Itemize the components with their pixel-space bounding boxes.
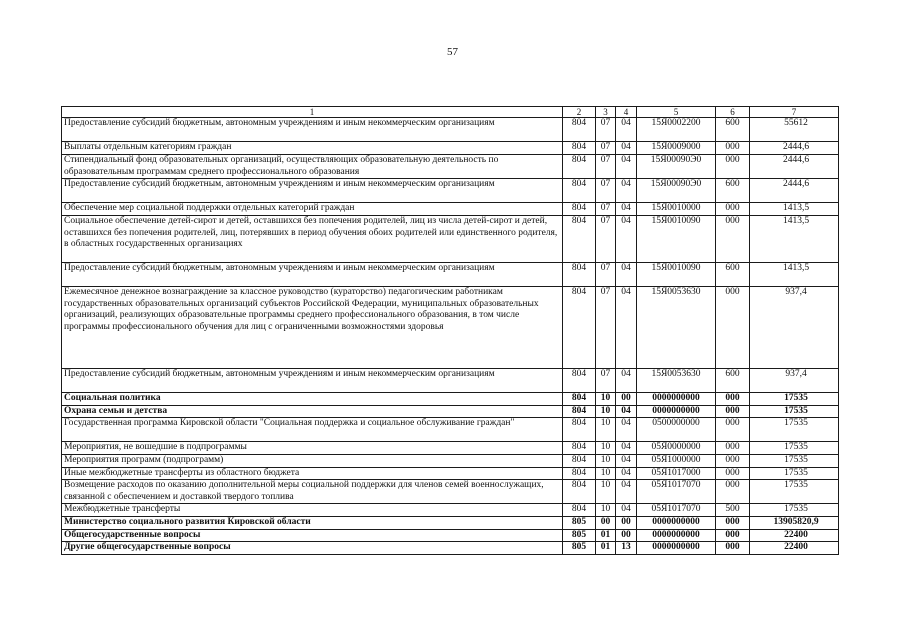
target-article-code: 05Я1017000 [637,467,716,480]
ministry-code: 804 [563,405,596,418]
table-row [62,263,839,287]
target-article-code: 15Я00090Э0 [637,155,716,179]
subsection-code: 04 [616,442,637,455]
ministry-code: 804 [563,179,596,203]
expense-type-code: 000 [716,418,750,442]
section-code: 10 [596,454,616,467]
table-header-row [62,107,839,118]
subsection-code: 04 [616,467,637,480]
amount: 2444,6 [750,179,839,203]
table-body [62,118,839,555]
amount: 937,4 [750,369,839,393]
target-article-code: 15Я0053630 [637,369,716,393]
row-name: Социальная политика [62,393,563,406]
section-code: 10 [596,442,616,455]
ministry-code: 804 [563,467,596,480]
ministry-code: 804 [563,216,596,263]
subsection-code: 04 [616,118,637,142]
subsection-code: 04 [616,454,637,467]
ministry-code: 804 [563,418,596,442]
target-article-code: 15Я0010090 [637,216,716,263]
row-name: Предоставление субсидий бюджетным, автономным учреждениям и иным некоммерческим организациям [62,369,563,393]
section-code: 07 [596,142,616,155]
row-name: Возмещение расходов по оказанию дополнительной меры социальной поддержки для членов семей военнослужащих, связанной с обеспечением и доставкой твердого топлива [62,480,563,504]
ministry-code: 804 [563,480,596,504]
row-name: Мероприятия программ (подпрограмм) [62,454,563,467]
expense-type-code: 600 [716,263,750,287]
row-name: Мероприятия, не вошедшие в подпрограммы [62,442,563,455]
ministry-code: 804 [563,287,596,369]
amount: 17535 [750,418,839,442]
amount: 13905820,9 [750,516,839,529]
column-header: 2 [563,107,596,118]
row-name: Стипендиальный фонд образовательных организаций, осуществляющих образовательную деятельность по образовательным программам среднего профессионального образования [62,155,563,179]
table-row [62,467,839,480]
expense-type-code: 600 [716,369,750,393]
row-name: Министерство социального развития Кировской области [62,516,563,529]
column-header: 1 [62,107,563,118]
amount: 2444,6 [750,142,839,155]
ministry-code: 804 [563,442,596,455]
subsection-code: 04 [616,418,637,442]
section-code: 01 [596,529,616,542]
ministry-code: 804 [563,504,596,517]
expense-type-code: 500 [716,504,750,517]
row-name: Выплаты отдельным категориям граждан [62,142,563,155]
column-header: 5 [637,107,716,118]
expense-type-code: 000 [716,467,750,480]
amount: 17535 [750,467,839,480]
column-header: 3 [596,107,616,118]
amount: 937,4 [750,287,839,369]
section-code: 07 [596,287,616,369]
table-row [62,155,839,179]
row-name: Обеспечение мер социальной поддержки отдельных категорий граждан [62,203,563,216]
section-code: 10 [596,418,616,442]
section-code: 10 [596,480,616,504]
expense-type-code: 000 [716,542,750,555]
page-number: 57 [447,46,458,58]
target-article-code: 15Я0010090 [637,263,716,287]
table-row [62,504,839,517]
amount: 17535 [750,442,839,455]
subsection-code: 04 [616,203,637,216]
subsection-code: 04 [616,504,637,517]
table-row [62,480,839,504]
expense-type-code: 600 [716,179,750,203]
section-code: 07 [596,263,616,287]
expense-type-code: 000 [716,203,750,216]
section-code: 07 [596,155,616,179]
target-article-code: 15Я0009000 [637,142,716,155]
row-name: Государственная программа Кировской области "Социальная поддержка и социальное обслуживание граждан" [62,418,563,442]
amount: 1413,5 [750,203,839,216]
expense-type-code: 000 [716,516,750,529]
subsection-code: 04 [616,405,637,418]
target-article-code: 15Я00090Э0 [637,179,716,203]
expense-type-code: 600 [716,118,750,142]
table-row [62,203,839,216]
amount: 17535 [750,405,839,418]
target-article-code: 0000000000 [637,405,716,418]
target-article-code: 05Я1000000 [637,454,716,467]
ministry-code: 804 [563,263,596,287]
subsection-code: 04 [616,369,637,393]
amount: 17535 [750,480,839,504]
row-name: Предоставление субсидий бюджетным, автономным учреждениям и иным некоммерческим организациям [62,263,563,287]
amount: 17535 [750,504,839,517]
expense-type-code: 000 [716,529,750,542]
subsection-code: 04 [616,480,637,504]
expense-type-code: 000 [716,405,750,418]
table-row [62,118,839,142]
table-row [62,542,839,555]
target-article-code: 0500000000 [637,418,716,442]
subsection-code: 04 [616,142,637,155]
ministry-code: 805 [563,516,596,529]
target-article-code: 15Я0010000 [637,203,716,216]
row-name: Общегосударственные вопросы [62,529,563,542]
amount: 1413,5 [750,263,839,287]
amount: 1413,5 [750,216,839,263]
amount: 22400 [750,529,839,542]
row-name: Межбюджетные трансферты [62,504,563,517]
expense-type-code: 000 [716,142,750,155]
section-code: 10 [596,504,616,517]
row-name: Предоставление субсидий бюджетным, автономным учреждениям и иным некоммерческим организациям [62,118,563,142]
section-code: 10 [596,393,616,406]
section-code: 07 [596,369,616,393]
row-name: Социальное обеспечение детей-сирот и детей, оставшихся без попечения родителей, лиц из числа детей-сирот и детей, оставшихся без попечения родителей, лиц, потерявших в период обучения обоих родителей или единственного родителя, в областных государственных организациях [62,216,563,263]
subsection-code: 04 [616,155,637,179]
expense-type-code: 000 [716,287,750,369]
column-header: 7 [750,107,839,118]
subsection-code: 04 [616,287,637,369]
column-header: 6 [716,107,750,118]
amount: 22400 [750,542,839,555]
target-article-code: 0000000000 [637,393,716,406]
row-name: Предоставление субсидий бюджетным, автономным учреждениям и иным некоммерческим организациям [62,179,563,203]
amount: 17535 [750,393,839,406]
target-article-code: 15Я0053630 [637,287,716,369]
table-row [62,216,839,263]
table-row [62,454,839,467]
table-row [62,142,839,155]
expense-type-code: 000 [716,393,750,406]
section-code: 07 [596,179,616,203]
ministry-code: 805 [563,542,596,555]
subsection-code: 00 [616,393,637,406]
expense-type-code: 000 [716,442,750,455]
row-name: Охрана семьи и детства [62,405,563,418]
ministry-code: 804 [563,393,596,406]
table-row [62,405,839,418]
section-code: 07 [596,118,616,142]
target-article-code: 05Я0000000 [637,442,716,455]
target-article-code: 05Я1017070 [637,504,716,517]
ministry-code: 804 [563,142,596,155]
target-article-code: 0000000000 [637,516,716,529]
expense-type-code: 000 [716,216,750,263]
ministry-code: 805 [563,529,596,542]
table-row [62,442,839,455]
budget-table [61,106,839,555]
section-code: 07 [596,216,616,263]
amount: 55612 [750,118,839,142]
target-article-code: 15Я0002200 [637,118,716,142]
section-code: 10 [596,405,616,418]
subsection-code: 04 [616,216,637,263]
subsection-code: 00 [616,516,637,529]
ministry-code: 804 [563,118,596,142]
table-row [62,418,839,442]
row-name: Другие общегосударственные вопросы [62,542,563,555]
ministry-code: 804 [563,203,596,216]
amount: 2444,6 [750,155,839,179]
target-article-code: 0000000000 [637,529,716,542]
row-name: Иные межбюджетные трансферты из областного бюджета [62,467,563,480]
table-row [62,516,839,529]
section-code: 01 [596,542,616,555]
section-code: 10 [596,467,616,480]
table-row [62,179,839,203]
subsection-code: 04 [616,263,637,287]
table-row [62,369,839,393]
column-header: 4 [616,107,637,118]
table-row [62,393,839,406]
target-article-code: 05Я1017070 [637,480,716,504]
subsection-code: 00 [616,529,637,542]
section-code: 00 [596,516,616,529]
ministry-code: 804 [563,155,596,179]
amount: 17535 [750,454,839,467]
table-row [62,287,839,369]
ministry-code: 804 [563,454,596,467]
subsection-code: 13 [616,542,637,555]
section-code: 07 [596,203,616,216]
expense-type-code: 000 [716,480,750,504]
ministry-code: 804 [563,369,596,393]
subsection-code: 04 [616,179,637,203]
row-name: Ежемесячное денежное вознаграждение за классное руководство (кураторство) педагогическим работникам государственных образовательных организаций субъектов Российской Федерации, муниципальных образовательных организаций, реализующих образовательные программы среднего профессионального образования, в том числе программы профессионального обучения для лиц с ограниченными возможностями здоровья [62,287,563,369]
expense-type-code: 000 [716,155,750,179]
target-article-code: 0000000000 [637,542,716,555]
expense-type-code: 000 [716,454,750,467]
table-row [62,529,839,542]
